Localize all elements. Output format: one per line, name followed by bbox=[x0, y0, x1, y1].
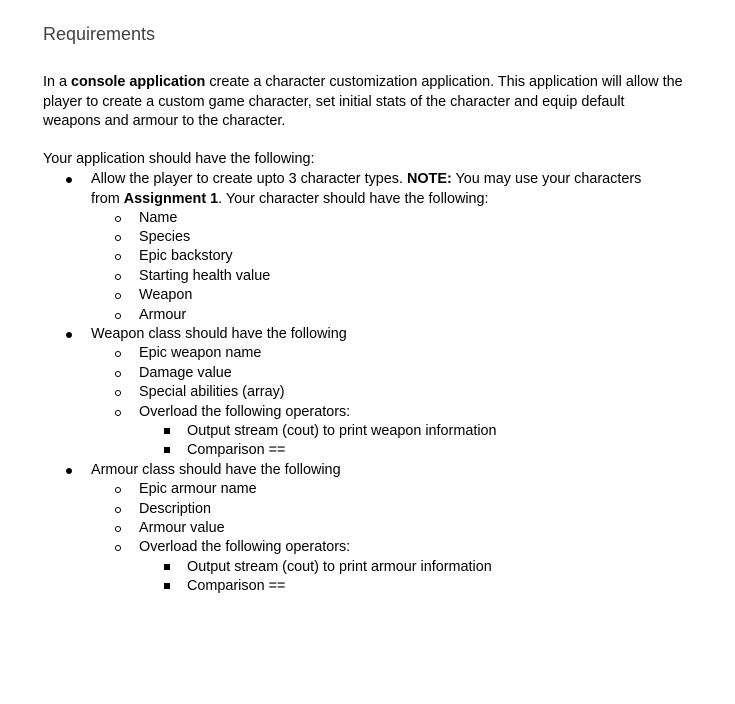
bullet-square-icon bbox=[164, 564, 170, 570]
bullet-circle-icon bbox=[115, 216, 121, 222]
bullet-circle-icon bbox=[115, 410, 121, 416]
field-label: Species bbox=[139, 229, 191, 245]
intro-text-2: create a character customization application. This application will allow the player to create a custom game character, set initial stats of the character and equip default weapons and armour to the character. bbox=[43, 74, 683, 129]
bullet-circle-icon bbox=[115, 507, 121, 513]
field-label: Armour value bbox=[139, 520, 225, 536]
field-label: Armour bbox=[139, 307, 187, 323]
bullet-square-icon bbox=[164, 447, 170, 453]
note-label: NOTE: bbox=[406, 171, 452, 187]
bullet-circle-icon bbox=[115, 487, 121, 493]
bullet-circle-icon bbox=[115, 351, 121, 357]
requirements-lead: Your application should have the following: bbox=[43, 151, 315, 167]
intro-text-1: In a bbox=[43, 74, 72, 90]
character-text-3: . Your character should have the following: bbox=[218, 190, 489, 207]
bullet-circle-icon bbox=[115, 371, 121, 377]
operator-label: Comparison == bbox=[187, 578, 286, 594]
intro-paragraph bbox=[43, 73, 683, 132]
character-item-text bbox=[91, 170, 671, 209]
character-text-1: Allow the player to create upto 3 character types. bbox=[91, 171, 407, 187]
operator-label: Output stream (cout) to print armour information bbox=[187, 559, 492, 575]
field-label: Epic weapon name bbox=[139, 345, 262, 361]
bullet-circle-icon bbox=[115, 235, 121, 241]
field-label: Epic backstory bbox=[139, 248, 233, 264]
page-heading: Requirements bbox=[43, 24, 156, 44]
bullet-circle-icon bbox=[115, 545, 121, 551]
bullet-square-icon bbox=[164, 583, 170, 589]
assignment-label: Assignment 1 bbox=[123, 190, 219, 207]
bullet-circle-icon bbox=[115, 274, 121, 280]
bullet-disc-icon bbox=[66, 468, 72, 474]
operator-label: Comparison == bbox=[187, 442, 286, 458]
field-label: Starting health value bbox=[139, 268, 271, 284]
field-label: Damage value bbox=[139, 365, 232, 381]
field-label: Special abilities (array) bbox=[139, 384, 285, 400]
bullet-circle-icon bbox=[115, 390, 121, 396]
bullet-disc-icon bbox=[66, 177, 72, 183]
bullet-circle-icon bbox=[115, 293, 121, 299]
character-text-2: You may use your characters from bbox=[91, 171, 642, 207]
field-label: Overload the following operators: bbox=[139, 539, 351, 555]
armour-item-text: Armour class should have the following bbox=[91, 462, 341, 478]
field-label: Epic armour name bbox=[139, 481, 257, 497]
bullet-circle-icon bbox=[115, 313, 121, 319]
intro-bold-console: console application bbox=[71, 74, 206, 90]
operator-label: Output stream (cout) to print weapon information bbox=[187, 423, 497, 439]
bullet-circle-icon bbox=[115, 254, 121, 260]
field-label: Name bbox=[139, 210, 178, 226]
field-label: Description bbox=[139, 501, 211, 517]
field-label: Overload the following operators: bbox=[139, 404, 351, 420]
bullet-square-icon bbox=[164, 428, 170, 434]
weapon-item-text: Weapon class should have the following bbox=[91, 326, 347, 342]
bullet-disc-icon bbox=[66, 332, 72, 338]
field-label: Weapon bbox=[139, 287, 193, 303]
bullet-circle-icon bbox=[115, 526, 121, 532]
